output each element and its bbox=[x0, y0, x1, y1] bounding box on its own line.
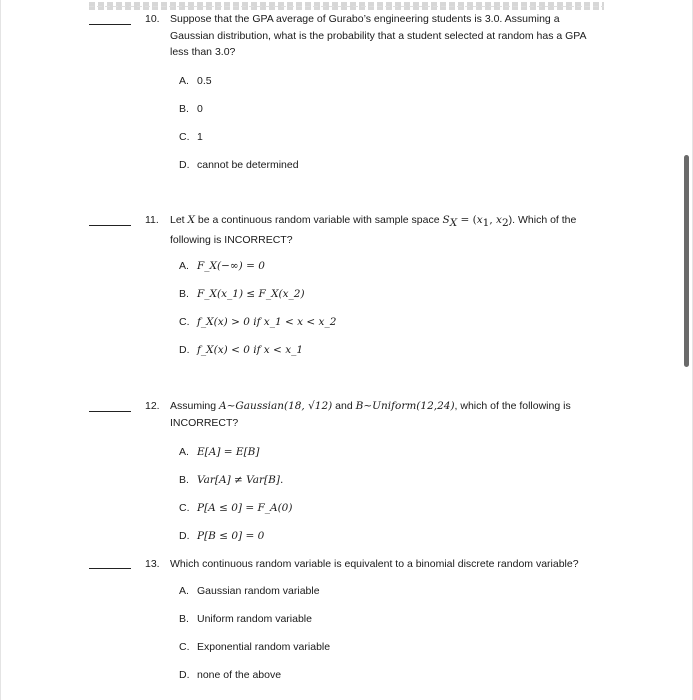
option-text: none of the above bbox=[197, 669, 282, 681]
option-text: 1 bbox=[197, 131, 203, 143]
option-text: 0.5 bbox=[197, 75, 212, 87]
option-a bbox=[179, 584, 320, 598]
text-run: and bbox=[332, 400, 356, 412]
option-text: F_X(x_1) ≤ F_X(x_2) bbox=[197, 288, 305, 300]
option-b bbox=[179, 287, 305, 301]
option-a bbox=[179, 259, 265, 273]
text-run: Let bbox=[170, 214, 188, 226]
text-run: Assuming bbox=[170, 400, 220, 412]
option-text: P[A ≤ 0] = F_A(0) bbox=[197, 502, 293, 514]
option-letter: C. bbox=[179, 641, 190, 653]
question-text bbox=[170, 11, 620, 61]
option-b bbox=[179, 612, 312, 626]
question-number: 11. bbox=[145, 214, 159, 226]
option-text: f_X(x) < 0 if x < x_1 bbox=[197, 344, 304, 356]
answer-blank-11 bbox=[89, 225, 131, 226]
math-run: , bbox=[489, 214, 497, 226]
option-c bbox=[179, 130, 203, 144]
answer-blank-12 bbox=[89, 411, 131, 412]
option-b bbox=[179, 473, 283, 487]
question-text bbox=[170, 398, 620, 431]
question-text bbox=[170, 212, 620, 248]
option-c bbox=[179, 640, 330, 654]
option-text: Var[A] ≠ Var[B]. bbox=[197, 474, 284, 486]
math-expression: B~Uniform(12,24) bbox=[355, 400, 455, 412]
top-dashed-rule bbox=[89, 2, 604, 10]
option-d bbox=[179, 158, 299, 172]
math-sub: 1 bbox=[482, 217, 490, 230]
option-d bbox=[179, 668, 281, 682]
question-text-line: Which continuous random variable is equivalent to a binomial discrete random variable? bbox=[170, 558, 579, 570]
option-b bbox=[179, 102, 203, 116]
option-text: Gaussian random variable bbox=[197, 585, 320, 597]
option-a bbox=[179, 445, 260, 459]
option-letter: D. bbox=[179, 344, 190, 356]
math-sub: X bbox=[449, 217, 458, 230]
option-c bbox=[179, 501, 292, 515]
option-text: F_X(−∞) = 0 bbox=[197, 260, 265, 272]
option-letter: C. bbox=[179, 131, 190, 143]
option-letter: A. bbox=[179, 446, 189, 458]
option-a bbox=[179, 74, 212, 88]
math-var: X bbox=[187, 214, 195, 226]
question-text-line: INCORRECT? bbox=[170, 416, 239, 429]
option-letter: B. bbox=[179, 103, 189, 115]
question-text-line: Gaussian distribution, what is the probability that a student selected at random has a GPA bbox=[170, 29, 587, 42]
option-letter: B. bbox=[179, 288, 189, 300]
scrollbar-thumb[interactable] bbox=[684, 155, 689, 367]
option-letter: A. bbox=[179, 75, 189, 87]
option-letter: C. bbox=[179, 502, 190, 514]
math-sub: 2 bbox=[501, 217, 509, 230]
option-text: Exponential random variable bbox=[197, 641, 331, 653]
option-text: Uniform random variable bbox=[197, 613, 312, 625]
text-run: ). Which of the bbox=[508, 214, 577, 226]
question-text-line bbox=[170, 212, 620, 232]
option-letter: D. bbox=[179, 669, 190, 681]
option-text: cannot be determined bbox=[197, 159, 299, 171]
option-letter: B. bbox=[179, 613, 189, 625]
question-text-line: Suppose that the GPA average of Gurabo’s engineering students is 3.0. Assuming a bbox=[170, 13, 560, 25]
option-d bbox=[179, 343, 303, 357]
question-number: 12. bbox=[145, 400, 160, 412]
math-run: = ( bbox=[457, 214, 477, 226]
option-text: 0 bbox=[197, 103, 203, 115]
text-run: , which of the following is bbox=[454, 400, 571, 412]
math-expression: A~Gaussian(18, √12) bbox=[219, 400, 333, 412]
question-text-line: less than 3.0? bbox=[170, 46, 236, 58]
text-run: be a continuous random variable with sample space bbox=[195, 214, 443, 226]
question-number: 13. bbox=[145, 558, 160, 570]
question-text-line bbox=[170, 398, 620, 415]
question-text-line: following is INCORRECT? bbox=[170, 233, 293, 246]
answer-blank-10 bbox=[89, 24, 131, 25]
math-var: x bbox=[476, 214, 483, 226]
option-letter: A. bbox=[179, 585, 189, 597]
option-c bbox=[179, 315, 336, 329]
option-letter: B. bbox=[179, 474, 189, 486]
option-letter: C. bbox=[179, 316, 190, 328]
math-var: S bbox=[442, 214, 450, 226]
question-number: 10. bbox=[145, 13, 160, 25]
option-letter: A. bbox=[179, 260, 189, 272]
option-letter: D. bbox=[179, 530, 190, 542]
option-text: f_X(x) > 0 if x_1 < x < x_2 bbox=[197, 316, 337, 328]
question-text bbox=[170, 556, 650, 573]
option-d bbox=[179, 529, 264, 543]
answer-blank-13 bbox=[89, 568, 131, 569]
math-var: x bbox=[496, 214, 502, 226]
option-text: P[B ≤ 0] = 0 bbox=[197, 530, 265, 542]
option-letter: D. bbox=[179, 159, 190, 171]
option-text: E[A] = E[B] bbox=[197, 446, 260, 458]
